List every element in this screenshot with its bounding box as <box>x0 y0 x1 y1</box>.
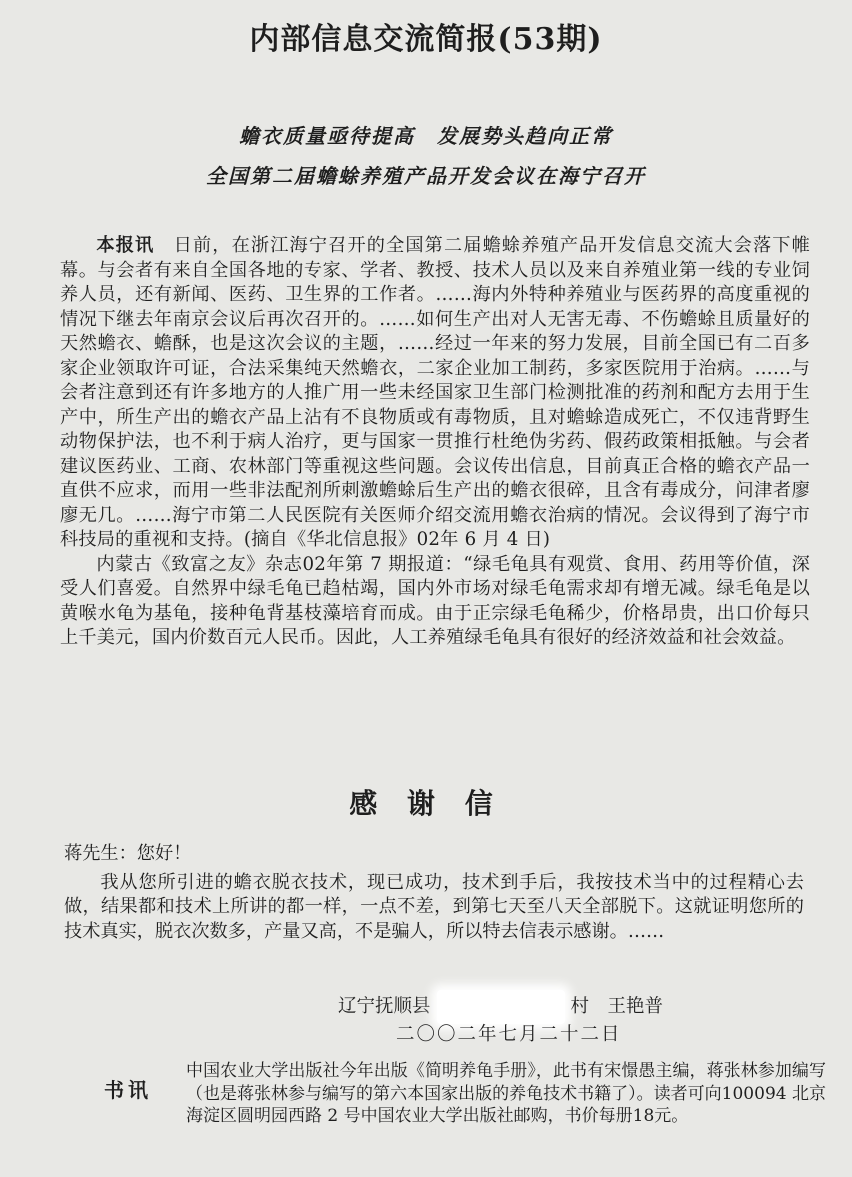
letter-content: 我从您所引进的蟾衣脱衣技术，现已成功，技术到手后，我按技术当中的过程精心去做，结果都和技术上所讲的都一样，一点不差，到第七天至八天全部脱下。这就证明您所的技术真实，脱衣次数多，产量又高，不是骗人，所以特去信表示感谢。…… <box>64 871 804 942</box>
article-paragraph-2: 内蒙古《致富之友》杂志02年第 7 期报道：“绿毛龟具有观赏、食用、药用等价值，深受人们喜爱。自然界中绿毛龟已趋枯竭，国内外市场对绿毛龟需求却有增无减。绿毛龟是以黄喉水龟为基龟，接种龟背基枝藻培育而成。由于正宗绿毛龟稀少，价格昂贵，出口价每只上千美元，国内价数百元人民币。因此，人工养殖绿毛龟具有很好的经济效益和社会效益。 <box>60 553 810 648</box>
book-notice-text: 中国农业大学出版社今年出版《简明养龟手册》，此书有宋憬愚主编，蒋张林参加编写（也是蒋张林参与编写的第六本国家出版的养龟技术书籍了）。读者可向100094 北京海淀区圆明园西路 2 号中国农业大学出版社邮购，书价每册18元。 <box>186 1061 826 1126</box>
signature-prefix: 辽宁抚顺县 <box>338 996 431 1017</box>
page-title: 内部信息交流简报(53期) <box>249 22 603 57</box>
letter-signature <box>338 990 663 1024</box>
redaction-block <box>437 990 565 1024</box>
headline-secondary: 全国第二届蟾蜍养殖产品开发会议在海宁召开 <box>206 164 646 188</box>
signature-suffix: 村 王艳普 <box>570 996 664 1017</box>
article-body <box>60 234 810 651</box>
article-paragraph-1 <box>60 234 810 553</box>
article-lead: 本报讯 <box>96 235 155 256</box>
book-notice <box>186 1060 826 1128</box>
thank-you-letter <box>64 842 804 944</box>
article-paragraph-1-text: 日前，在浙江海宁召开的全国第二届蟾蜍养殖产品开发信息交流大会落下帷幕。与会者有来自全国各地的专家、学者、教授、技术人员以及来自养殖业第一线的专业饲养人员，还有新闻、医药、卫生界的工作者。……海内外特种养殖业与医药界的高度重视的情况下继去年南京会议后再次召开的。……如何生产出对人无害无毒、不伤蟾蜍且质量好的天然蟾衣、蟾酥，也是这次会议的主题，……经过一年来的努力发展，目前全国已有二百多家企业领取许可证，合法采集纯天然蟾衣，二家企业加工制药，多家医院用于治病。……与会者注意到还有许多地方的人推广用一些未经国家卫生部门检测批准的药剂和配方去用于生产中，所生产出的蟾衣产品上沾有不良物质或有毒物质，且对蟾蜍造成死亡，不仅违背野生动物保护法，也不利于病人治疗，更与国家一贯推行杜绝伪劣药、假药政策相抵触。与会者建议医药业、工商、农林部门等重视这些问题。会议传出信息，目前真正合格的蟾衣产品一直供不应求，而用一些非法配剂所刺激蟾蜍后生产出的蟾衣很碎，且含有毒成分，问津者廖廖无几。……海宁市第二人民医院有关医师介绍交流用蟾衣治病的情况。会议得到了海宁市科技局的重视和支持。(摘自《华北信息报》02年 6 月 4 日) <box>60 235 810 550</box>
letter-date: 二〇〇二年七月二十二日 <box>396 1024 622 1045</box>
headline-primary: 蟾衣质量亟待提高 发展势头趋向正常 <box>239 124 613 148</box>
letter-title: 感 谢 信 <box>349 787 503 820</box>
book-notice-label: 书讯 <box>104 1078 152 1102</box>
letter-salutation: 蒋先生：您好！ <box>64 843 192 864</box>
